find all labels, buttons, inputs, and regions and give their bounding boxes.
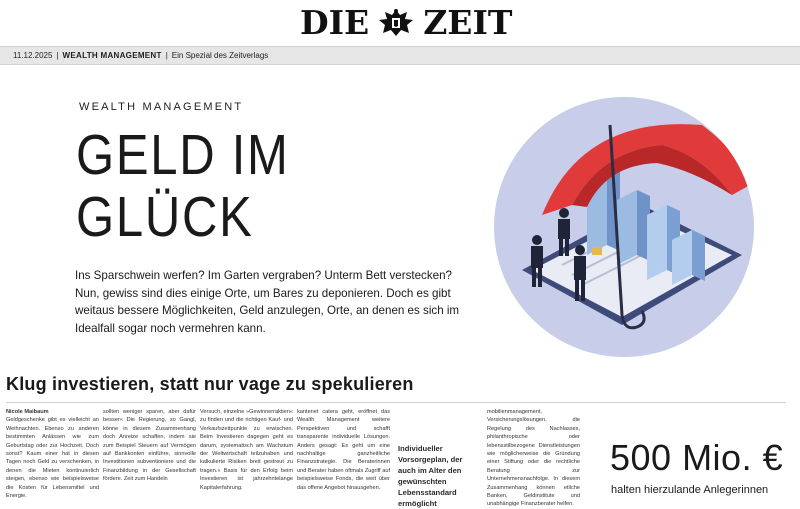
separator: | (165, 51, 168, 60)
dateline-bar (0, 46, 800, 65)
body-column-2 (103, 408, 196, 500)
body-column-5 (487, 408, 580, 508)
supplement-note: Ein Spezial des Zeitverlags (171, 51, 269, 60)
issue-date: 11.12.2025 (13, 51, 53, 60)
pull-quote: Individueller Vorsorgeplan, der auch im Alter den gewünschten Lebensstandard ermöglicht (398, 444, 463, 508)
headline-line-2: GLÜCK (76, 185, 254, 249)
article-subhead: Klug investieren, statt nur vage zu spekulieren (6, 374, 414, 394)
separator: | (56, 51, 59, 60)
section-name[interactable]: WEALTH MANAGEMENT (62, 51, 162, 60)
stat-value: 500 Mio. € (610, 437, 784, 478)
masthead (0, 0, 800, 46)
die-zeit-logo[interactable] (300, 5, 512, 41)
author-byline[interactable]: Nicole Maibaum (6, 409, 49, 415)
article-kicker: WEALTH MANAGEMENT (79, 101, 244, 113)
umbrella-investors-illustration (492, 95, 757, 360)
logo-word-right: ZEIT (423, 3, 513, 42)
logo-word-left: DIE (300, 3, 370, 42)
body-text: sollten weniger sparen, aber dafür besser« Die Regierung, so Gangl, könne in diesem Zusammenhang doch Anreize schaffen, indem sie zum Beispiel Steuern auf Vermögen auf Bankkonten einführe, sinnvolle Investitionen subventioniere und die Finanzbildung in der Gesellschaft fördere. Zeit zum Handeln (103, 409, 196, 483)
headline-line-1: GELD IM (76, 123, 290, 187)
eagle-crest-icon (373, 6, 419, 40)
article-lead: Ins Sparschwein werfen? Im Garten vergraben? Unterm Bett verstecken? Nun, gewiss sind dies einige Orte, um Bares zu deponieren. Doch es gibt weitaus bessere Möglichkeiten, Geld anzulegen, Orte, an denen es sich im Idealfall sogar noch vermehren kann. (75, 269, 460, 335)
stat-caption: halten hierzulande Anlegerinnen (611, 484, 769, 496)
body-text: mobilienmanagement, Versicherungslösungen, die Regelung des Nachlasses, philanthropische oder lebensstilbezogene Dienstleistungen wie möglicherweise die Gründung einer Stiftung oder die rechtliche Beratung zur Unternehmensnachfolge. In diesem Zusammenhang können etliche Banken, Geldinstitute und unabhängige Finanzberater helfen. (487, 409, 580, 508)
body-text: Versuch, einzelne »Gewinnerraktien« zu finden und die richtigen Kauf- und Verkaufszeitpunkte zu erwischen. Beim Investieren dagegen geht es darum, systematisch am Wachstum der Weltwirtschaft teilzuhaben und kalkulierte Risiken breit gestreut zu tragen.« Basis für den Erfolg beim Investieren ist jahrzehntelange Kapitalerfahrung. (200, 409, 293, 491)
article-headline (76, 124, 324, 248)
body-text: Geldgeschenke gibt es vielleicht an Weihnachten. Ebenso zu anderen bestimmten Anlässen wie zum Geburtstag oder zur Hochzeit. Doch sonst? Kaum einer hat in diesen Tagen noch Geld zu verschenken, in denen die Mieten kontinuierlich steigen, ebenso wie beispielsweise die Kosten für Lebensmittel und Energie. (6, 417, 99, 500)
divider (6, 402, 786, 403)
body-column-1 (6, 408, 99, 500)
body-column-3 (200, 408, 293, 500)
body-column-4 (297, 408, 390, 500)
body-text: kantenet catera geht, eröffnet das Wealth Management weitere Perspektiven und schafft transparente individuelle Lösungen. Anders gesagt: Es geht um eine nachhaltige ganzheitliche Finanzstrategie. Die Beraterinnen und Berater haben oftmals Zugriff auf beispielsweise Fonds, die weit über das offene Angebot hinausgehen. (297, 409, 390, 491)
